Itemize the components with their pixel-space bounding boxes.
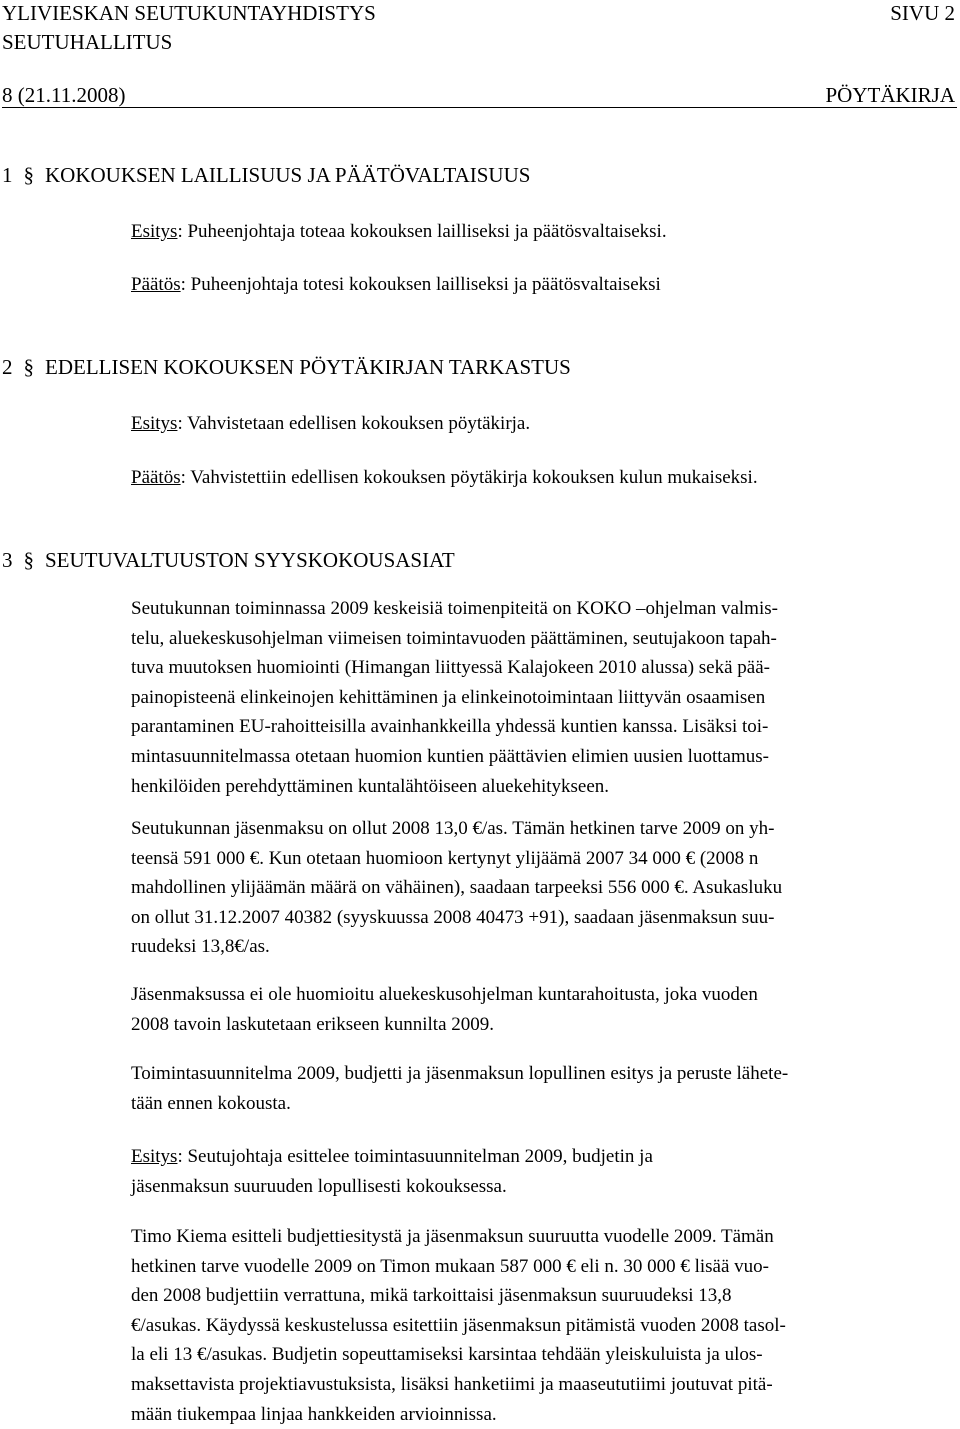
page-number: SIVU 2 bbox=[890, 1, 955, 25]
document-type: PÖYTÄKIRJA bbox=[825, 83, 955, 107]
decision-text: : Vahvistettiin edellisen kokouksen pöytäkirja kokouksen kulun mukaiseksi. bbox=[180, 467, 758, 488]
paragraph-line: henkilöiden perehdyttäminen kuntalähtöiseen aluekehitykseen. bbox=[131, 775, 610, 797]
section-1-proposal bbox=[131, 217, 943, 247]
paragraph-line: on ollut 31.12.2007 40382 (syyskuussa 2008 40473 +91), saadaan jäsenmaksun suu- bbox=[131, 906, 775, 928]
paragraph-line: €/asukas. Käydyssä keskustelussa esitettiin jäsenmaksun pitämistä vuoden 2008 tasol- bbox=[131, 1314, 786, 1336]
paragraph-line: hetkinen tarve vuodelle 2009 on Timon mukaan 587 000 € eli n. 30 000 € lisää vuo- bbox=[131, 1255, 770, 1277]
section-1-title: KOKOUKSEN LAILLISUUS JA PÄÄTÖVALTAISUUS bbox=[45, 163, 531, 187]
section-3-paragraph-4 bbox=[131, 1059, 943, 1118]
decision-label: Päätös bbox=[131, 467, 181, 488]
section-1-decision bbox=[131, 270, 943, 300]
section-2-heading bbox=[2, 354, 571, 380]
section-2-decision bbox=[131, 463, 943, 493]
proposal-text: : Seutujohtaja esittelee toimintasuunnitelman 2009, budjetin ja bbox=[177, 1146, 653, 1167]
paragraph-line: parantaminen EU-rahoitteisilla avainhankkeilla yhdessä kuntien kanssa. Lisäksi toi- bbox=[131, 716, 769, 738]
paragraph-line: tään ennen kokousta. bbox=[131, 1092, 291, 1114]
section-2-proposal bbox=[131, 409, 943, 439]
proposal-label: Esitys bbox=[131, 1146, 178, 1167]
paragraph-line: den 2008 budjettiin verrattuna, mikä tarkoittaisi jäsenmaksun suuruudeksi 13,8 bbox=[131, 1285, 732, 1307]
section-3-paragraph-5 bbox=[131, 1222, 943, 1429]
proposal-label: Esitys bbox=[131, 413, 178, 434]
proposal-text: : Vahvistetaan edellisen kokouksen pöytäkirja. bbox=[177, 413, 531, 434]
section-2-symbol: § bbox=[23, 355, 34, 379]
paragraph-line: Toimintasuunnitelma 2009, budjetti ja jäsenmaksun lopullinen esitys ja peruste lähete- bbox=[131, 1063, 789, 1084]
paragraph-line: Timo Kiema esitteli budjettiesitystä ja jäsenmaksun suuruutta vuodelle 2009. Tämän bbox=[131, 1226, 774, 1247]
section-3-number: 3 bbox=[2, 548, 13, 572]
section-3-title: SEUTUVALTUUSTON SYYSKOKOUSASIAT bbox=[45, 548, 455, 572]
section-3-heading bbox=[2, 547, 455, 573]
paragraph-line: maksettavista projektiavustuksista, lisäksi hanketiimi ja maaseututiimi joutuvat pitä- bbox=[131, 1373, 773, 1395]
header-rule bbox=[2, 107, 957, 108]
paragraph-line: ruudeksi 13,8€/as. bbox=[131, 936, 270, 958]
paragraph-line: mintasuunnitelmassa otetaan huomion kuntien päättävien elimien uusien luottamus- bbox=[131, 745, 769, 767]
decision-label: Päätös bbox=[131, 274, 181, 295]
paragraph-line bbox=[131, 1142, 943, 1172]
proposal-text: : Puheenjohtaja toteaa kokouksen lailliseksi ja päätösvaltaiseksi. bbox=[177, 221, 667, 242]
proposal-label: Esitys bbox=[131, 221, 178, 242]
section-3-paragraph-3 bbox=[131, 980, 943, 1039]
section-3-paragraph-1 bbox=[131, 594, 943, 801]
paragraph-line: Seutukunnan toiminnassa 2009 keskeisiä toimenpiteitä on KOKO –ohjelman valmis- bbox=[131, 598, 778, 619]
paragraph-line: mahdollinen ylijäämän määrä on vähäinen), saadaan tarpeeksi 556 000 €. Asukasluku bbox=[131, 877, 783, 899]
section-2-title: EDELLISEN KOKOUKSEN PÖYTÄKIRJAN TARKASTUS bbox=[45, 355, 571, 379]
paragraph-line: mään tiukempaa linjaa hankkeiden arvioinnissa. bbox=[131, 1403, 497, 1425]
paragraph-line: la eli 13 €/asukas. Budjetin sopeuttamiseksi karsintaa tehdään yleiskuluista ja ulos- bbox=[131, 1344, 763, 1366]
paragraph-line: painopisteenä elinkeinojen kehittäminen ja elinkeinotoimintaan liittyvän osaamisen bbox=[131, 686, 766, 708]
organization-name: YLIVIESKAN SEUTUKUNTAYHDISTYS bbox=[2, 1, 376, 25]
section-3-paragraph-2 bbox=[131, 814, 943, 962]
paragraph-line: 2008 tavoin laskutetaan erikseen kunnilta 2009. bbox=[131, 1013, 495, 1035]
section-1-symbol: § bbox=[23, 163, 34, 187]
section-2-number: 2 bbox=[2, 355, 13, 379]
paragraph-line: tuva muutoksen huomiointi (Himangan liittyessä Kalajokeen 2010 alussa) sekä pää- bbox=[131, 657, 770, 679]
paragraph-line: jäsenmaksun suuruuden lopullisesti kokouksessa. bbox=[131, 1175, 507, 1197]
paragraph-line: teensä 591 000 €. Kun otetaan huomioon kertynyt ylijäämä 2007 34 000 € (2008 n bbox=[131, 847, 759, 869]
section-3-symbol: § bbox=[23, 548, 34, 572]
decision-text: : Puheenjohtaja totesi kokouksen lailliseksi ja päätösvaltaiseksi bbox=[180, 274, 661, 295]
paragraph-line: telu, aluekeskusohjelman viimeisen toimintavuoden päättäminen, seutujakoon tapah- bbox=[131, 627, 777, 649]
paragraph-line: Jäsenmaksussa ei ole huomioitu aluekeskusohjelman kuntarahoitusta, joka vuoden bbox=[131, 984, 758, 1005]
paragraph-line: Seutukunnan jäsenmaksu on ollut 2008 13,0 €/as. Tämän hetkinen tarve 2009 on yh- bbox=[131, 818, 775, 839]
section-3-proposal bbox=[131, 1142, 943, 1201]
meeting-number-date: 8 (21.11.2008) bbox=[2, 83, 126, 107]
governing-body: SEUTUHALLITUS bbox=[2, 30, 173, 54]
section-1-heading bbox=[2, 162, 530, 188]
section-1-number: 1 bbox=[2, 163, 13, 187]
